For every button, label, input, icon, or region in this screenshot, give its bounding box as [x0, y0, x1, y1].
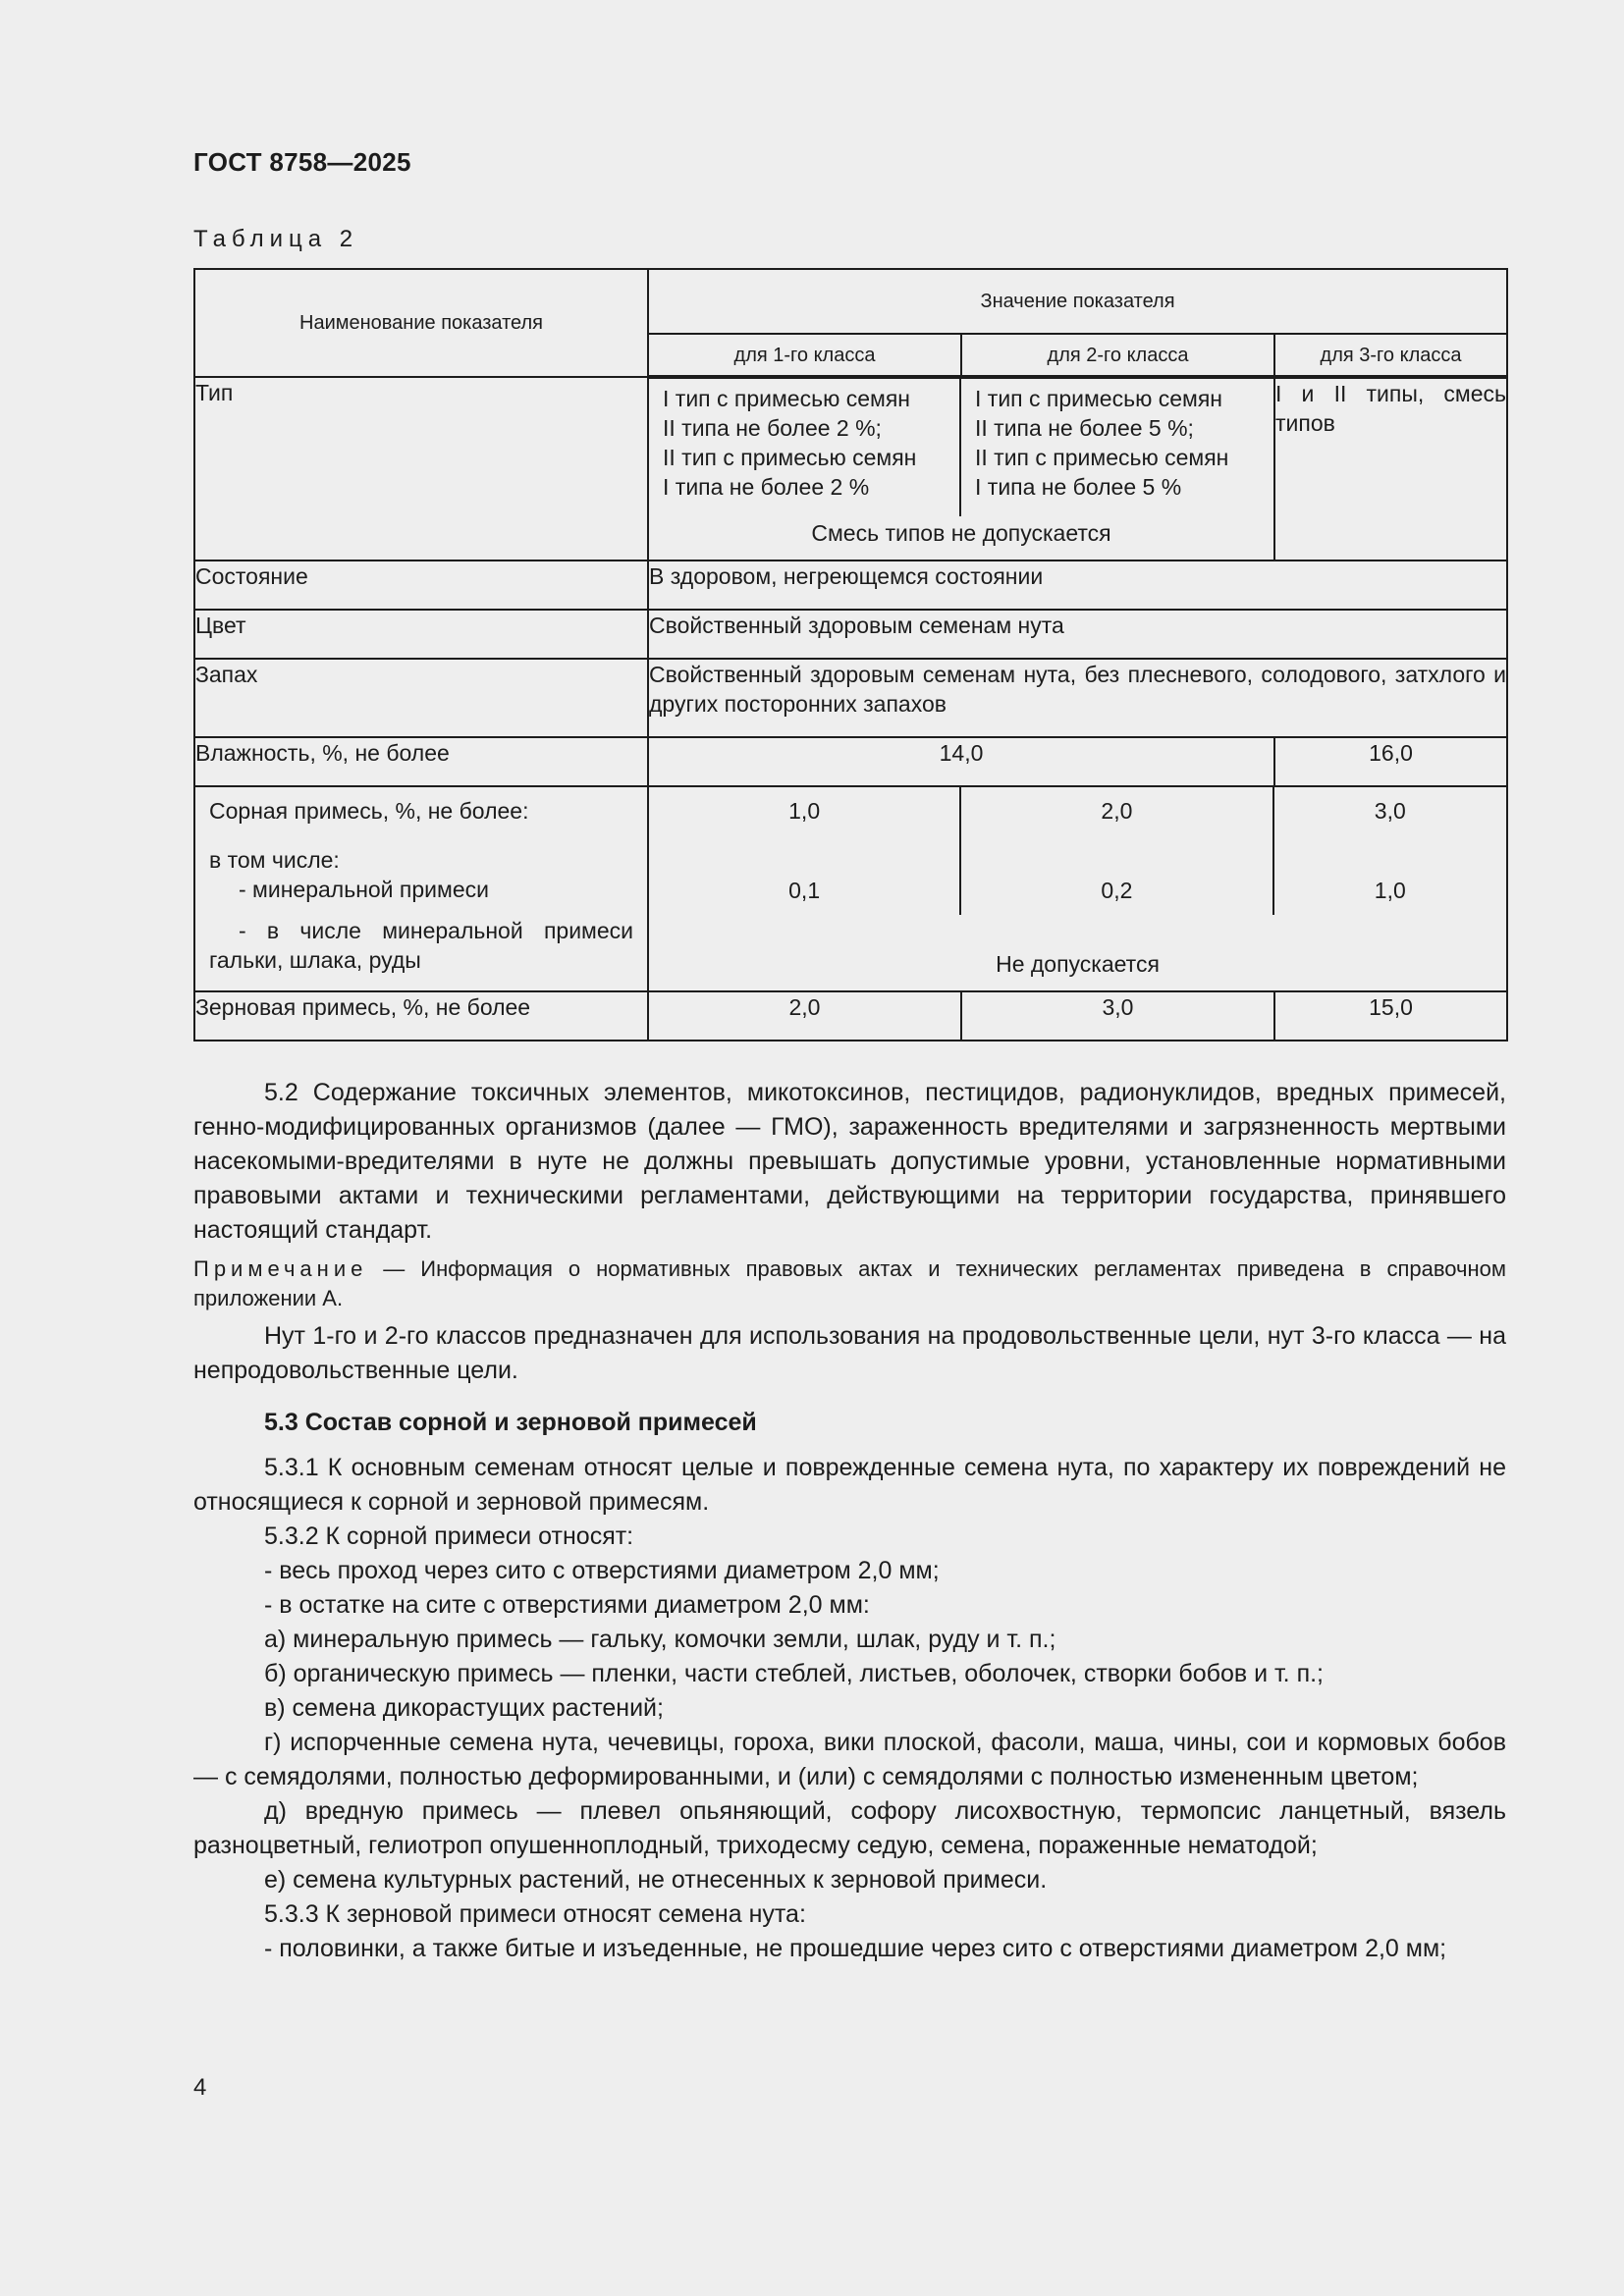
weed-name-cell [194, 786, 648, 991]
row-name-color: Цвет [194, 610, 648, 659]
state-value: В здоровом, негреющемся состоянии [648, 561, 1507, 610]
row-name-weed: Сорная примесь, %, не более: [209, 798, 529, 824]
type-c2-line: II тип с примесью семян [975, 445, 1229, 470]
type-c2-line: I тип с примесью семян [975, 386, 1222, 411]
list-item: д) вредную примесь — плевел опьяняющий, софору лисохвостную, термопсис ланцетный, вязель разноцветный, гелиотроп опушенноплодный, триходесму седую, семена, пораженные нематодой; [193, 1797, 1506, 1859]
weed-c2-value: 2,0 [1101, 798, 1133, 824]
table-row [194, 377, 1507, 561]
grain-class-2: 3,0 [961, 991, 1274, 1041]
weed-class-2 [961, 787, 1273, 915]
type-mix-not-allowed: Смесь типов не допускается [811, 520, 1111, 546]
note [193, 1255, 1506, 1313]
weed-class-3 [1274, 787, 1506, 915]
type-class-1 [649, 379, 961, 516]
list-item: б) органическую примесь — пленки, части стеблей, листьев, оболочек, створки бобов и т. п.; [264, 1660, 1325, 1687]
header-class-2: для 2-го класса [961, 334, 1274, 377]
pebble-not-allowed: Не допускается [996, 951, 1160, 977]
table-row [194, 737, 1507, 786]
smell-value: Свойственный здоровым семенам нута, без плесневого, солодового, затхлого и других посторонних запахов [648, 659, 1507, 737]
paragraph-5-3-1: 5.3.1 К основным семенам относят целые и поврежденные семена нута, по характеру их повреждений не относящиеся к сорной и зерновой примесям. [193, 1454, 1506, 1516]
paragraph-classes: Нут 1-го и 2-го классов предназначен для использования на продовольственные цели, нут 3-го класса — на непродовольственные цели. [193, 1322, 1506, 1384]
weed-class-1 [649, 787, 961, 915]
table-row [194, 786, 1507, 991]
grain-class-3: 15,0 [1274, 991, 1507, 1041]
list-item: - половинки, а также битые и изъеденные, не прошедшие через сито с отверстиями диаметром 2,0 мм; [264, 1935, 1447, 1962]
type-c2-line: II типа не более 5 %; [975, 415, 1194, 441]
section-heading-5-3: 5.3 Состав сорной и зерновой примесей [264, 1409, 757, 1436]
header-class-3: для 3-го класса [1274, 334, 1507, 377]
list-item: а) минеральную примесь — гальку, комочки земли, шлак, руду и т. п.; [264, 1626, 1056, 1653]
list-item: г) испорченные семена нута, чечевицы, гороха, вики плоской, фасоли, маша, чины, сои и кормовых бобов — с семядолями, полностью деформированными, и (или) с семядолями с полностью измененным цветом; [193, 1729, 1506, 1790]
moisture-class-1-2: 14,0 [648, 737, 1274, 786]
paragraph-5-3-3: 5.3.3 К зерновой примеси относят семена нута: [264, 1900, 806, 1928]
row-name-grain: Зерновая примесь, %, не более [194, 991, 648, 1041]
type-class-2 [961, 379, 1273, 516]
quality-table [193, 268, 1508, 1041]
weed-mineral-name: - минеральной примеси [239, 877, 489, 902]
table-row [194, 659, 1507, 737]
note-text: — Информация о нормативных правовых актах и технических регламентах приведена в справочном приложении А. [193, 1256, 1506, 1310]
moisture-class-3: 16,0 [1274, 737, 1507, 786]
row-name-state: Состояние [194, 561, 648, 610]
row-name-moisture: Влажность, %, не более [194, 737, 648, 786]
weed-including: в том числе: [209, 847, 340, 873]
color-value: Свойственный здоровым семенам нута [648, 610, 1507, 659]
weed-mineral-c2-value: 0,2 [1101, 878, 1133, 903]
list-item: е) семена культурных растений, не отнесенных к зерновой примеси. [264, 1866, 1048, 1894]
type-values-cell [648, 377, 1274, 561]
document-header: ГОСТ 8758—2025 [193, 147, 411, 177]
type-c1-line: II тип с примесью семян [663, 445, 917, 470]
weed-pebble-name: - в числе минеральной примеси гальки, шлака, руды [209, 918, 633, 973]
weed-c1-value: 1,0 [788, 798, 821, 824]
body-text [193, 1076, 1506, 1966]
list-item: - весь проход через сито с отверстиями диаметром 2,0 мм; [264, 1557, 940, 1584]
row-name-smell: Запах [194, 659, 648, 737]
header-indicator-value: Значение показателя [648, 269, 1507, 334]
weed-values-cell [648, 786, 1507, 991]
type-c1-line: II типа не более 2 %; [663, 415, 882, 441]
table-caption: Таблица 2 [193, 226, 359, 252]
weed-mineral-c3-value: 1,0 [1374, 878, 1406, 903]
table-row [194, 561, 1507, 610]
list-item: в) семена дикорастущих растений; [264, 1694, 664, 1722]
list-item: - в остатке на сите с отверстиями диаметром 2,0 мм: [264, 1591, 870, 1619]
table-row [194, 991, 1507, 1041]
note-label: Примечание [193, 1256, 368, 1281]
paragraph-5-2: 5.2 Содержание токсичных элементов, микотоксинов, пестицидов, радионуклидов, вредных примесей, генно-модифицированных организмов (далее — ГМО), зараженность вредителями и загрязненность мертвыми насекомыми-вредителями в нуте не должны превышать допустимые уровни, установленные нормативными правовыми актами и техническими регламентами, действующими на территории государства, принявшего настоящий стандарт. [193, 1079, 1506, 1244]
type-c1-line: I типа не более 2 % [663, 474, 870, 500]
paragraph-5-3-2: 5.3.2 К сорной примеси относят: [264, 1522, 634, 1550]
table-row [194, 610, 1507, 659]
header-class-1: для 1-го класса [648, 334, 961, 377]
weed-c3-value: 3,0 [1374, 798, 1406, 824]
weed-mineral-c1-value: 0,1 [788, 878, 821, 903]
type-c1-line: I тип с примесью семян [663, 386, 910, 411]
type-class-3: I и II типы, смесь типов [1274, 377, 1507, 561]
type-c2-line: I типа не более 5 % [975, 474, 1182, 500]
header-indicator-name: Наименование показателя [194, 269, 648, 377]
grain-class-1: 2,0 [648, 991, 961, 1041]
row-name-type: Тип [194, 377, 648, 561]
page-number: 4 [193, 2074, 207, 2101]
